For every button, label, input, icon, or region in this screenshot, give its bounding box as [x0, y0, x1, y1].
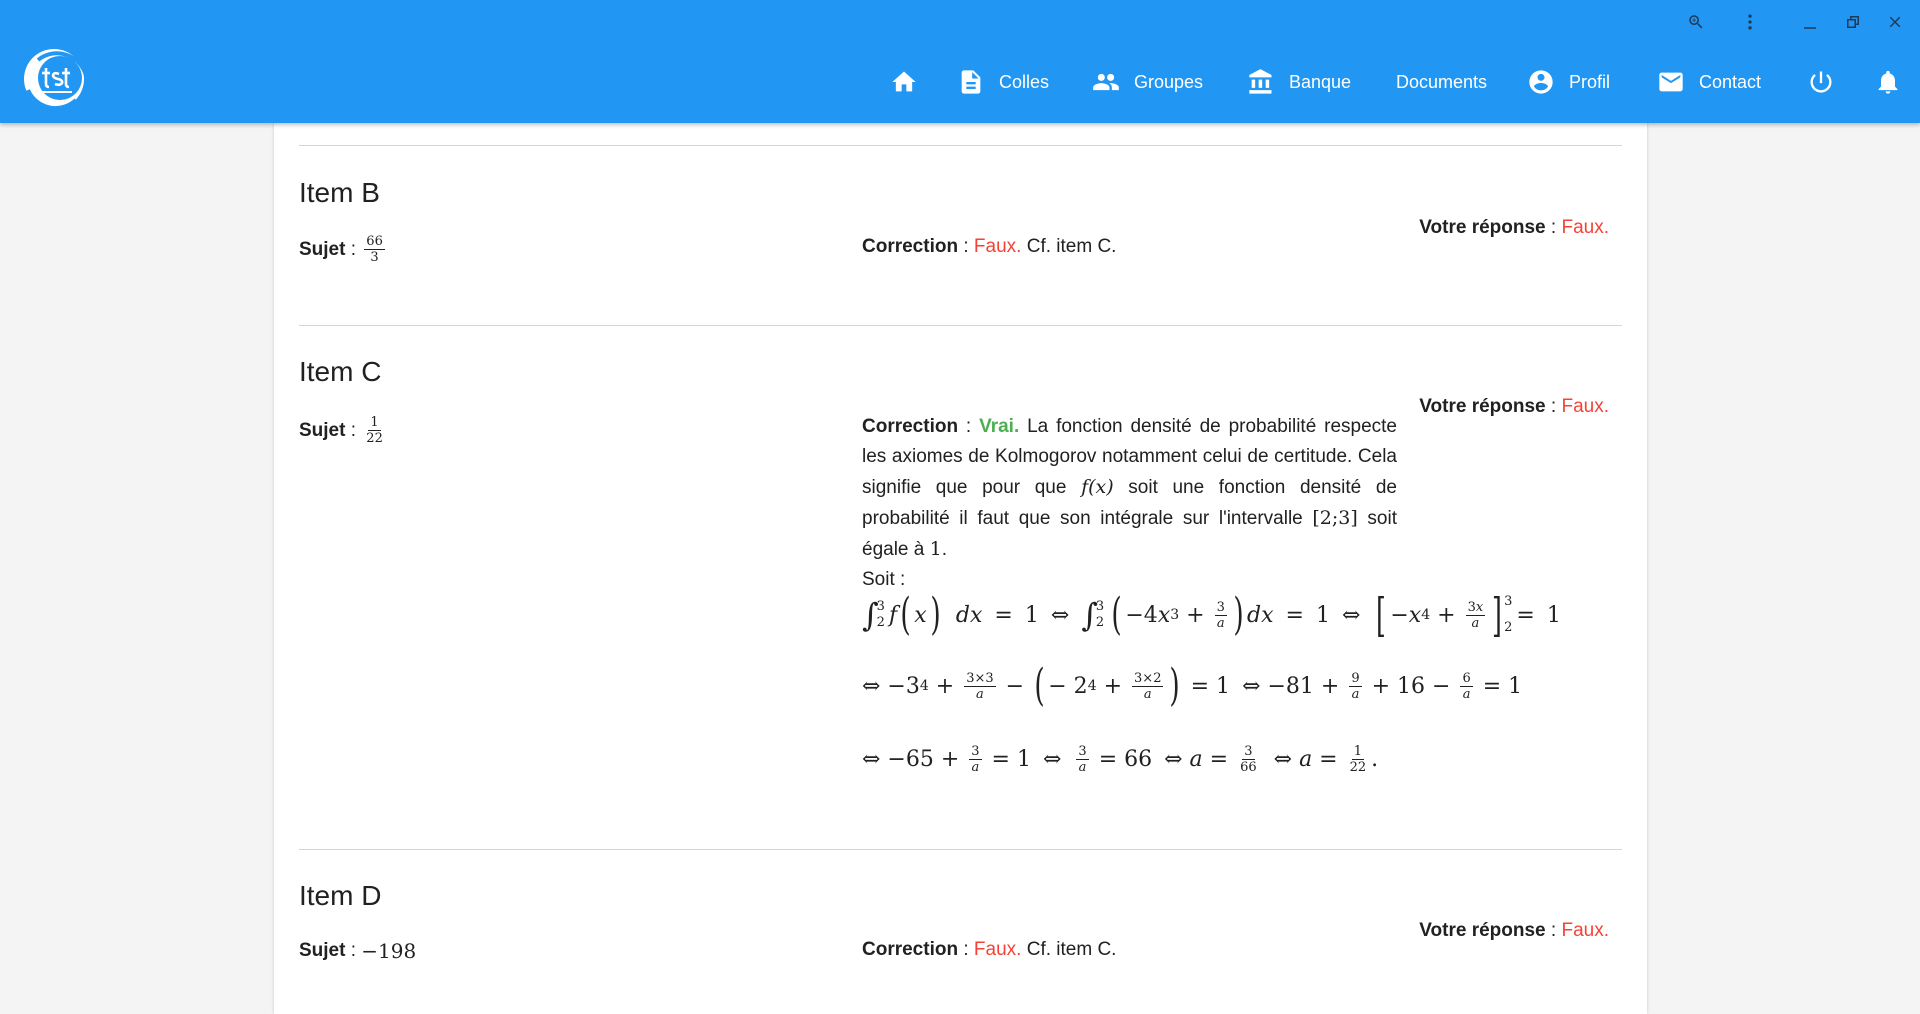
bank-icon: [1247, 68, 1275, 96]
colon: :: [1545, 920, 1562, 941]
item-d-reponse-value: Faux.: [1561, 920, 1609, 941]
logout-button[interactable]: [1807, 60, 1835, 104]
colon: :: [345, 238, 362, 260]
denominator: 3: [370, 250, 379, 265]
item-d-sujet-value: −198: [361, 939, 417, 963]
item-c-one: 1: [929, 538, 942, 560]
nav-profil-label: Profil: [1569, 71, 1611, 92]
colon: :: [958, 236, 974, 257]
item-c-sujet: [299, 415, 388, 446]
item-b-verdict: Faux.: [973, 236, 1022, 257]
item-b-reponse: [1419, 217, 1609, 239]
sujet-label: Sujet: [299, 238, 346, 260]
item-d-verdict: Faux.: [973, 939, 1022, 960]
item-d-sujet: [299, 939, 416, 963]
reponse-label: Votre réponse: [1419, 920, 1546, 941]
document-icon: [957, 68, 985, 96]
item-b-sujet: [299, 234, 388, 265]
item-c-verdict: Vrai.: [979, 416, 1020, 437]
denominator: 22: [366, 431, 383, 446]
nav-colles[interactable]: [957, 60, 1049, 104]
equation-line-2: ⇔ −3 4 + $\frac{3\times 3}{a}$ − ( − 2 4 + $\frac{3\times 2}{a}$ ) = 1 ⇔ −81 + $\frac{9}{a}$ + 16 − $\frac{6}{a}$ = 1: [862, 660, 1523, 711]
app-bar: [0, 0, 1920, 123]
more-vert-icon[interactable]: [1735, 10, 1765, 34]
item-c-text-2: soit une fonction densité de probabilité il faut que son intégrale sur l'intervalle: [862, 477, 1397, 529]
item-c-soit: Soit :: [862, 569, 906, 590]
item-b-reponse-value: Faux.: [1561, 217, 1609, 238]
item-c-correction: Correction : Vrai. La fonction densité de probabilité respecte les axiomes de Kolmogorov notamment celui de certitude. Cela signifie que pour que f(x) soit une fonction densité de probabilité il faut que son intégrale sur l'intervalle [2;3] soit égale à 1. Soit :: [862, 416, 1397, 590]
colon: :: [958, 416, 980, 437]
item-b-title: Item B: [299, 177, 380, 208]
nav-documents[interactable]: [1396, 60, 1487, 104]
reponse-label: Votre réponse: [1419, 396, 1546, 417]
colon: :: [1545, 217, 1562, 238]
item-c-fraction: [364, 415, 385, 446]
item-c-text-1: La fonction densité de probabilité respecte les axiomes de Kolmogorov notamment celui de certitude. Cela signifie que pour que: [862, 416, 1397, 498]
divider: [299, 849, 1622, 850]
item-b-correction-text: Cf. item C.: [1026, 236, 1117, 257]
item-c-reponse-value: Faux.: [1561, 396, 1609, 417]
mail-icon: [1657, 68, 1685, 96]
item-c-title: Item C: [299, 356, 382, 387]
nav-colles-label: Colles: [999, 71, 1050, 92]
bell-icon: [1874, 68, 1902, 96]
item-b-fraction: [364, 234, 385, 265]
home-icon: [890, 68, 918, 96]
item-d-correction-text: Cf. item C.: [1026, 939, 1117, 960]
sujet-label: Sujet: [299, 940, 346, 961]
close-icon[interactable]: [1880, 10, 1910, 34]
colon: :: [345, 940, 362, 961]
reponse-label: Votre réponse: [1419, 217, 1546, 238]
item-b-correction: [862, 232, 1116, 262]
zoom-icon[interactable]: [1681, 10, 1711, 34]
main-nav: [0, 60, 1920, 104]
numerator: 66: [366, 234, 383, 249]
minimize-icon[interactable]: [1795, 10, 1825, 34]
correction-label: Correction: [862, 416, 959, 437]
correction-label: Correction: [862, 939, 959, 960]
power-icon: [1807, 68, 1835, 96]
nav-groupes-label: Groupes: [1134, 71, 1204, 92]
item-d-title: Item D: [299, 880, 382, 911]
divider: [299, 145, 1622, 146]
notifications-button[interactable]: [1874, 60, 1902, 104]
item-d-correction: [862, 935, 1116, 965]
nav-profil[interactable]: [1527, 60, 1610, 104]
colon: :: [958, 939, 974, 960]
sujet-label: Sujet: [299, 419, 346, 441]
numerator: 1: [370, 415, 379, 430]
nav-documents-label: Documents: [1396, 71, 1488, 92]
item-c-interval: [2;3]: [1312, 507, 1358, 529]
nav-banque[interactable]: [1247, 60, 1351, 104]
item-c-text-3: soit égale à: [862, 508, 1397, 560]
equation-line-3: ⇔ −65 + $\frac{3}{a}$ = 1 ⇔ $\frac{3}{a}$ = 66 ⇔ a = $\frac{3}{66}$ ⇔ a = $\frac{1}{22}$ .: [862, 743, 1379, 775]
nav-banque-label: Banque: [1289, 71, 1352, 92]
nav-contact-label: Contact: [1699, 71, 1762, 92]
nav-contact[interactable]: [1657, 60, 1761, 104]
correction-label: Correction: [862, 236, 959, 257]
equation-line-1: ∫ 3 2 f ( x ) dx = 1 ⇔ ∫ 3 2 ( −4 x 3 + $\frac{3}{a}$ ) dx = 1 ⇔ [ − x 4 + $\frac{3x}{a}$ ] 3 2 = 1: [862, 588, 1561, 642]
item-d-reponse: [1419, 920, 1609, 942]
item-c-reponse: [1419, 396, 1609, 418]
content-card: [274, 123, 1647, 1014]
nav-groupes[interactable]: [1092, 60, 1203, 104]
account-circle-icon: [1527, 68, 1555, 96]
divider: [299, 325, 1622, 326]
item-c-fx: f(x): [1081, 476, 1114, 498]
people-icon: [1092, 68, 1120, 96]
restore-icon[interactable]: [1838, 10, 1868, 34]
nav-home[interactable]: [890, 60, 918, 104]
colon: :: [345, 419, 362, 441]
colon: :: [1545, 396, 1562, 417]
